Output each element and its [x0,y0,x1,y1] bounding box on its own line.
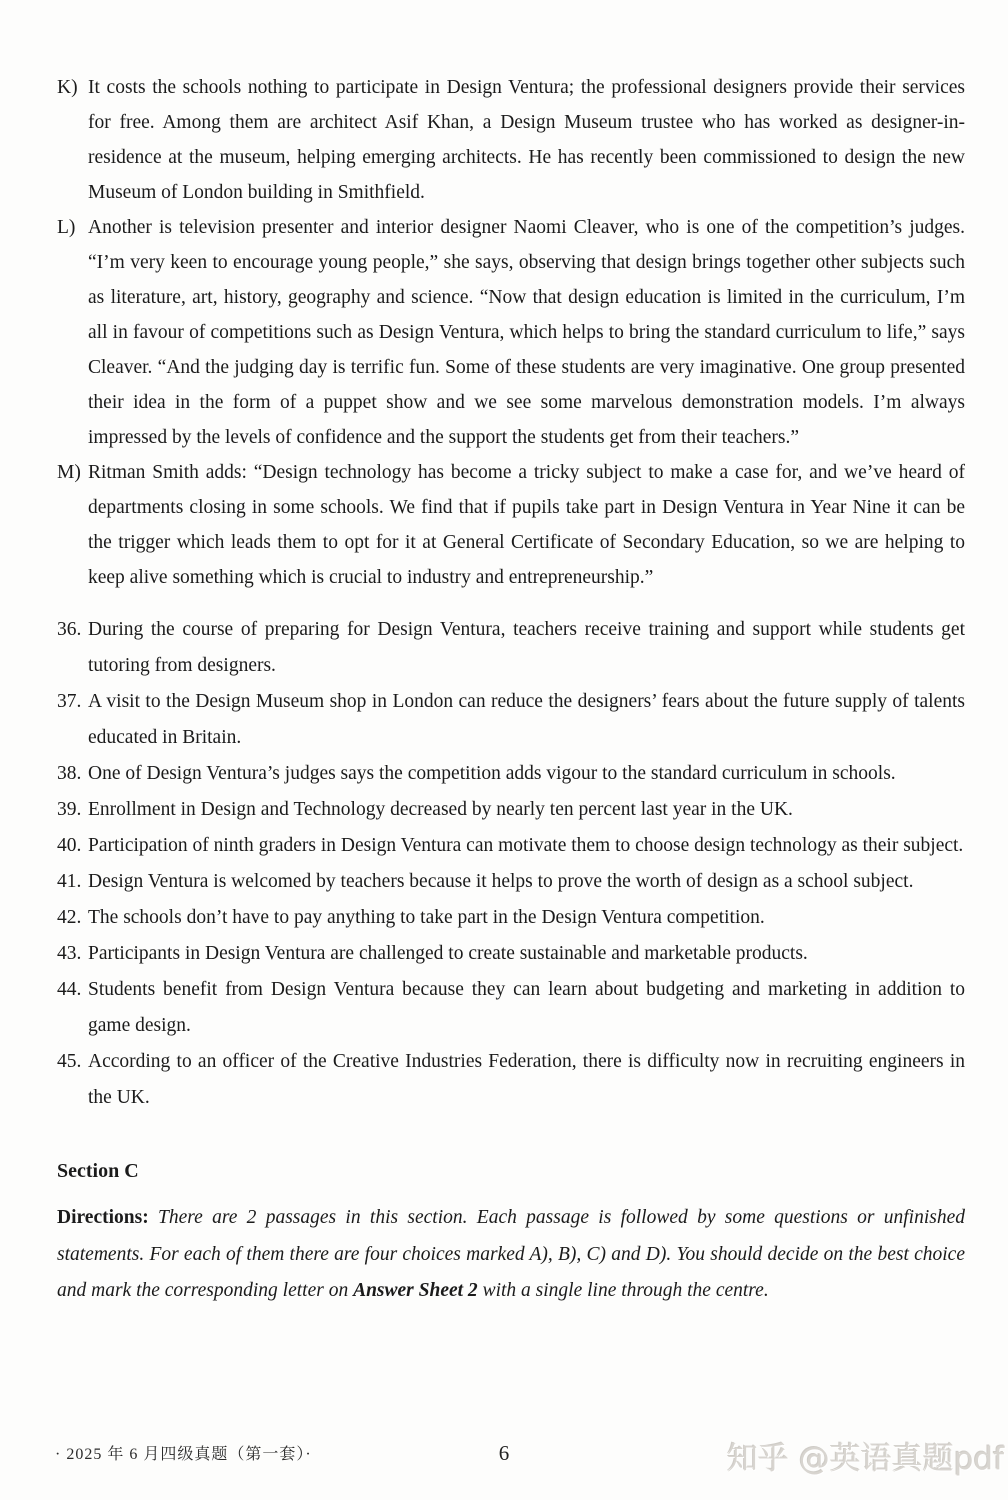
question-text: Participation of ninth graders in Design Ventura can motivate them to choose design technology as their subject. [88,835,964,856]
passage-paragraph-k [57,70,965,210]
paragraph-text: Ritman Smith adds: “Design technology has become a tricky subject to make a case for, and we’ve heard of departments closing in some schools. We find that if pupils take part in Design Ventura in Year Nine it can be the trigger which leads them to opt for it at General Certificate of Secondary Education, so we are helping to keep alive something which is crucial to industry and entrepreneurship.” [88,462,965,588]
directions-text-2: with a single line through the centre. [482,1280,769,1301]
passage-paragraph-m [57,455,965,595]
question-item-41 [57,864,965,900]
question-item-43 [57,936,965,972]
directions-label: Directions: [57,1207,149,1228]
question-text: One of Design Ventura’s judges says the competition adds vigour to the standard curriculum in schools. [88,763,896,784]
question-number: 43. [57,943,82,964]
paragraph-label: L) [57,217,76,238]
question-text: Enrollment in Design and Technology decreased by nearly ten percent last year in the UK. [88,799,793,820]
question-number: 38. [57,763,82,784]
question-text: Design Ventura is welcomed by teachers because it helps to prove the worth of design as a school subject. [88,871,914,892]
paragraph-text: It costs the schools nothing to participate in Design Ventura; the professional designers provide their services for free. Among them are architect Asif Khan, a Design Museum trustee who has worked as designer-in-residence at the museum, helping emerging architects. He has recently been commissioned to design the new Museum of London building in Smithfield. [88,77,965,203]
question-text: During the course of preparing for Design Ventura, teachers receive training and support while students get tutoring from designers. [88,619,965,676]
answer-sheet-ref: Answer Sheet 2 [353,1280,478,1301]
paragraph-text: Another is television presenter and interior designer Naomi Cleaver, who is one of the competition’s judges. “I’m very keen to encourage young people,” she says, observing that design brings together other subjects such as literature, art, history, geography and science. “Now that design education is limited in the curriculum, I’m all in favour of competitions such as Design Ventura, which helps to bring the standard curriculum to life,” says Cleaver. “And the judging day is terrific fun. Some of these students are very imaginative. One group presented their idea in the form of a puppet show and we see some marvelous demonstration models. I’m always impressed by the levels of confidence and the support the students get from their teachers.” [88,217,965,448]
directions-paragraph [57,1200,965,1310]
directions-text-1: There are 2 passages in this section. Each passage is followed by some questions or unfinished statements. For each of them there are four choices marked A), B), C) and D). You should decide on the best choice and mark the corresponding letter on [57,1207,966,1301]
question-number: 45. [57,1051,82,1072]
question-item-44 [57,972,965,1044]
question-item-36 [57,612,965,684]
paragraph-label: K) [57,77,78,98]
passage-paragraph-list [57,70,965,595]
page-footer [0,1428,1008,1500]
page-number: 6 [498,1441,510,1465]
question-text: Participants in Design Ventura are challenged to create sustainable and marketable products. [88,943,808,964]
exam-edition-label: · 2025 年 6 月四级真题（第一套）· [55,1446,312,1463]
question-item-37 [57,684,965,756]
question-text: According to an officer of the Creative Industries Federation, there is difficulty now in recruiting engineers in the UK. [88,1051,965,1108]
question-list [57,612,965,1116]
question-number: 39. [57,799,82,820]
question-text: The schools don’t have to pay anything to take part in the Design Ventura competition. [88,907,765,928]
question-number: 41. [57,871,82,892]
passage-paragraph-l [57,210,965,455]
question-text: A visit to the Design Museum shop in London can reduce the designers’ fears about the future supply of talents educated in Britain. [88,691,965,748]
question-number: 44. [57,979,82,1000]
paragraph-label: M) [57,462,81,483]
question-text: Students benefit from Design Ventura because they can learn about budgeting and marketing in addition to game design. [88,979,965,1036]
question-number: 36. [57,619,82,640]
section-c-heading: Section C [57,1160,139,1182]
watermark-text: 知乎 @英语真题pdf [726,1441,1004,1477]
question-item-40 [57,828,965,864]
question-number: 42. [57,907,82,928]
question-item-38 [57,756,965,792]
question-number: 40. [57,835,82,856]
question-item-45 [57,1044,965,1116]
question-number: 37. [57,691,82,712]
question-item-39 [57,792,965,828]
question-item-42 [57,900,965,936]
